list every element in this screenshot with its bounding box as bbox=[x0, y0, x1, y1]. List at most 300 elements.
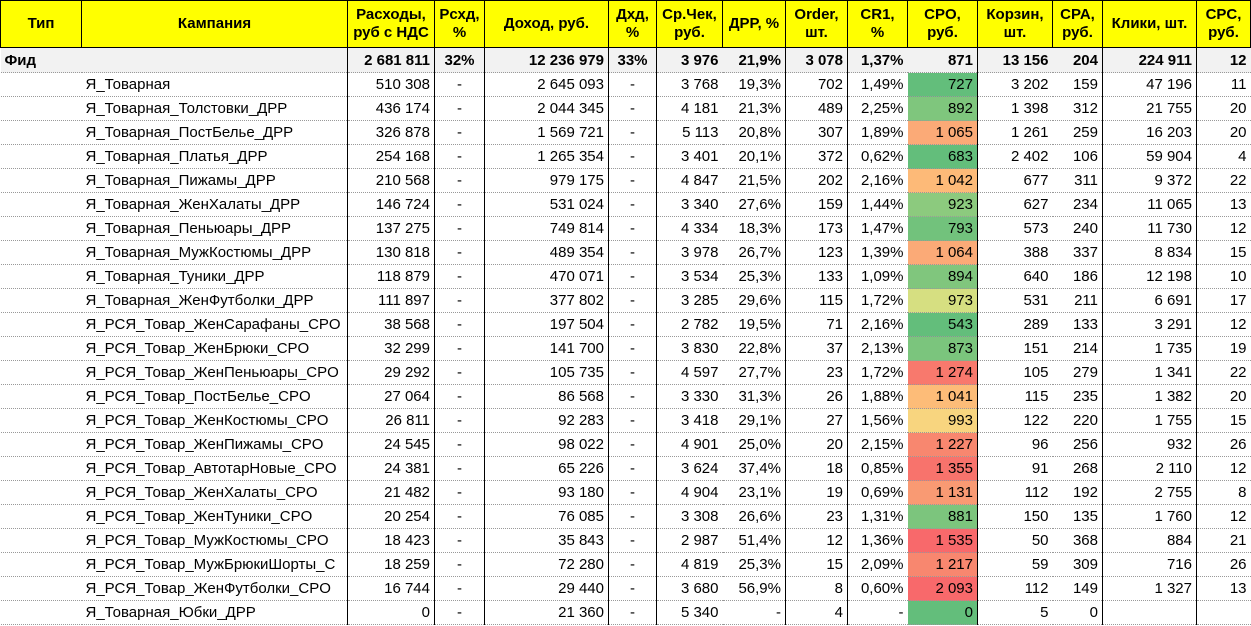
cell-cpc: 12 bbox=[1197, 313, 1251, 337]
cell-type bbox=[1, 481, 82, 505]
cell-revenue: 141 700 bbox=[485, 337, 609, 361]
cell-avg-check: 2 987 bbox=[657, 529, 723, 553]
cell-cr1: 2,15% bbox=[848, 433, 908, 457]
header-cr1[interactable]: CR1, % bbox=[848, 1, 908, 48]
cell-cart: 50 bbox=[978, 529, 1053, 553]
cell-drr: 29,6% bbox=[723, 289, 786, 313]
cell-orders: 20 bbox=[786, 433, 848, 457]
cell-revenue: 749 814 bbox=[485, 217, 609, 241]
cell-campaign: Я_РСЯ_Товар_МужБрюкиШорты_C bbox=[82, 553, 348, 577]
cell-revenue-pct: - bbox=[609, 313, 657, 337]
cell-revenue: 1 569 721 bbox=[485, 121, 609, 145]
cell-drr: 25,3% bbox=[723, 265, 786, 289]
cell-orders: 133 bbox=[786, 265, 848, 289]
cell-orders: 12 bbox=[786, 529, 848, 553]
cell-cpa: 159 bbox=[1053, 73, 1103, 97]
cell-clicks: 9 372 bbox=[1103, 169, 1197, 193]
cell-spend: 24 545 bbox=[348, 433, 435, 457]
cell-campaign: Я_Товарная_ЖенХалаты_ДРР bbox=[82, 193, 348, 217]
total-cr1: 1,37% bbox=[848, 48, 908, 73]
cell-cpa: 133 bbox=[1053, 313, 1103, 337]
cell-campaign: Я_РСЯ_Товар_ЖенФутболки_CPO bbox=[82, 577, 348, 601]
cell-orders: 123 bbox=[786, 241, 848, 265]
cell-cr1: 1,39% bbox=[848, 241, 908, 265]
cell-cpo: 923 bbox=[908, 193, 978, 217]
cell-spend: 137 275 bbox=[348, 217, 435, 241]
cell-spend-pct: - bbox=[435, 313, 485, 337]
cell-drr: 26,7% bbox=[723, 241, 786, 265]
cell-spend-pct: - bbox=[435, 217, 485, 241]
cell-cpo: 793 bbox=[908, 217, 978, 241]
cell-campaign: Я_РСЯ_Товар_ЖенСарафаны_CPO bbox=[82, 313, 348, 337]
total-orders: 3 078 bbox=[786, 48, 848, 73]
cell-campaign: Я_Товарная_Туники_ДРР bbox=[82, 265, 348, 289]
cell-cart: 627 bbox=[978, 193, 1053, 217]
cell-cr1: 1,89% bbox=[848, 121, 908, 145]
cell-cr1: 1,36% bbox=[848, 529, 908, 553]
cell-campaign: Я_РСЯ_Товар_ЖенПеньюары_CPO bbox=[82, 361, 348, 385]
header-revenue[interactable]: Доход, руб. bbox=[485, 1, 609, 48]
cell-cart: 1 261 bbox=[978, 121, 1053, 145]
cell-avg-check: 4 904 bbox=[657, 481, 723, 505]
cell-cart: 531 bbox=[978, 289, 1053, 313]
cell-spend: 16 744 bbox=[348, 577, 435, 601]
cell-cpo: 1 227 bbox=[908, 433, 978, 457]
cell-cpo: 0 bbox=[908, 601, 978, 625]
cell-clicks: 2 110 bbox=[1103, 457, 1197, 481]
cell-avg-check: 5 340 bbox=[657, 601, 723, 625]
cell-clicks: 11 065 bbox=[1103, 193, 1197, 217]
cell-cpo: 881 bbox=[908, 505, 978, 529]
header-spend[interactable]: Расходы, руб с НДС bbox=[348, 1, 435, 48]
cell-spend-pct: - bbox=[435, 553, 485, 577]
cell-clicks: 2 755 bbox=[1103, 481, 1197, 505]
cell-cpo: 1 535 bbox=[908, 529, 978, 553]
cell-revenue-pct: - bbox=[609, 145, 657, 169]
cell-cpo: 1 041 bbox=[908, 385, 978, 409]
header-clicks[interactable]: Клики, шт. bbox=[1103, 1, 1197, 48]
cell-campaign: Я_РСЯ_Товар_АвтотарНовые_CPO bbox=[82, 457, 348, 481]
table-row bbox=[1, 481, 1251, 505]
cell-clicks: 3 291 bbox=[1103, 313, 1197, 337]
cell-avg-check: 3 401 bbox=[657, 145, 723, 169]
cell-revenue: 531 024 bbox=[485, 193, 609, 217]
cell-drr: 27,7% bbox=[723, 361, 786, 385]
cell-orders: 489 bbox=[786, 97, 848, 121]
cell-type bbox=[1, 337, 82, 361]
cell-clicks: 11 730 bbox=[1103, 217, 1197, 241]
table-row bbox=[1, 169, 1251, 193]
cell-cart: 91 bbox=[978, 457, 1053, 481]
cell-cart: 150 bbox=[978, 505, 1053, 529]
total-avg-check: 3 976 bbox=[657, 48, 723, 73]
cell-clicks: 21 755 bbox=[1103, 97, 1197, 121]
cell-revenue: 470 071 bbox=[485, 265, 609, 289]
cell-revenue-pct: - bbox=[609, 97, 657, 121]
table-row bbox=[1, 145, 1251, 169]
cell-spend-pct: - bbox=[435, 433, 485, 457]
cell-type bbox=[1, 313, 82, 337]
cell-cpc: 21 bbox=[1197, 529, 1251, 553]
cell-orders: 23 bbox=[786, 505, 848, 529]
cell-cr1: - bbox=[848, 601, 908, 625]
cell-cpc: 20 bbox=[1197, 385, 1251, 409]
cell-revenue: 93 180 bbox=[485, 481, 609, 505]
cell-drr: 25,0% bbox=[723, 433, 786, 457]
cell-clicks: 1 341 bbox=[1103, 361, 1197, 385]
cell-revenue-pct: - bbox=[609, 361, 657, 385]
cell-cpc: 12 bbox=[1197, 457, 1251, 481]
cell-cpa: 309 bbox=[1053, 553, 1103, 577]
cell-revenue-pct: - bbox=[609, 169, 657, 193]
cell-cr1: 2,13% bbox=[848, 337, 908, 361]
cell-revenue-pct: - bbox=[609, 433, 657, 457]
cell-drr: 51,4% bbox=[723, 529, 786, 553]
cell-cpa: 211 bbox=[1053, 289, 1103, 313]
header-cpa[interactable]: CPA, руб. bbox=[1053, 1, 1103, 48]
table-row bbox=[1, 529, 1251, 553]
cell-avg-check: 3 680 bbox=[657, 577, 723, 601]
header-orders[interactable]: Order, шт. bbox=[786, 1, 848, 48]
total-cpo: 871 bbox=[908, 48, 978, 73]
cell-drr: 29,1% bbox=[723, 409, 786, 433]
cell-cpa: 256 bbox=[1053, 433, 1103, 457]
cell-cpc: 20 bbox=[1197, 97, 1251, 121]
cell-type bbox=[1, 577, 82, 601]
header-type[interactable]: Тип bbox=[1, 1, 82, 48]
cell-orders: 8 bbox=[786, 577, 848, 601]
cell-spend-pct: - bbox=[435, 457, 485, 481]
cell-revenue: 2 645 093 bbox=[485, 73, 609, 97]
cell-spend-pct: - bbox=[435, 601, 485, 625]
cell-orders: 159 bbox=[786, 193, 848, 217]
cell-cpc: 10 bbox=[1197, 265, 1251, 289]
cell-spend: 27 064 bbox=[348, 385, 435, 409]
cell-avg-check: 3 340 bbox=[657, 193, 723, 217]
cell-spend: 326 878 bbox=[348, 121, 435, 145]
cell-cpa: 279 bbox=[1053, 361, 1103, 385]
cell-cpc: 26 bbox=[1197, 553, 1251, 577]
cell-cpo: 873 bbox=[908, 337, 978, 361]
cell-cart: 2 402 bbox=[978, 145, 1053, 169]
cell-cpo: 1 217 bbox=[908, 553, 978, 577]
cell-cr1: 1,88% bbox=[848, 385, 908, 409]
cell-cart: 289 bbox=[978, 313, 1053, 337]
cell-revenue: 92 283 bbox=[485, 409, 609, 433]
cell-clicks: 16 203 bbox=[1103, 121, 1197, 145]
cell-cpa: 149 bbox=[1053, 577, 1103, 601]
table-row bbox=[1, 457, 1251, 481]
cell-cart: 388 bbox=[978, 241, 1053, 265]
cell-campaign: Я_РСЯ_Товар_ЖенПижамы_CPO bbox=[82, 433, 348, 457]
cell-spend: 0 bbox=[348, 601, 435, 625]
cell-cpc: 12 bbox=[1197, 217, 1251, 241]
cell-cpo: 894 bbox=[908, 265, 978, 289]
cell-cpc: 15 bbox=[1197, 241, 1251, 265]
cell-drr: 31,3% bbox=[723, 385, 786, 409]
cell-avg-check: 3 308 bbox=[657, 505, 723, 529]
cell-cpo: 2 093 bbox=[908, 577, 978, 601]
cell-type bbox=[1, 457, 82, 481]
cell-revenue-pct: - bbox=[609, 409, 657, 433]
cell-campaign: Я_Товарная_ЖенФутболки_ДРР bbox=[82, 289, 348, 313]
cell-campaign: Я_РСЯ_Товар_ЖенКостюмы_CPO bbox=[82, 409, 348, 433]
cell-revenue: 1 265 354 bbox=[485, 145, 609, 169]
cell-cr1: 1,49% bbox=[848, 73, 908, 97]
cell-spend: 130 818 bbox=[348, 241, 435, 265]
cell-campaign: Я_Товарная_Толстовки_ДРР bbox=[82, 97, 348, 121]
cell-spend-pct: - bbox=[435, 505, 485, 529]
cell-cpa: 135 bbox=[1053, 505, 1103, 529]
cell-cart: 122 bbox=[978, 409, 1053, 433]
cell-drr: 20,8% bbox=[723, 121, 786, 145]
cell-cpa: 337 bbox=[1053, 241, 1103, 265]
header-avg-check[interactable]: Ср.Чек, руб. bbox=[657, 1, 723, 48]
cell-orders: 18 bbox=[786, 457, 848, 481]
cell-cr1: 1,72% bbox=[848, 361, 908, 385]
cell-cpo: 1 274 bbox=[908, 361, 978, 385]
cell-clicks: 1 755 bbox=[1103, 409, 1197, 433]
cell-cpc: 20 bbox=[1197, 121, 1251, 145]
cell-spend: 254 168 bbox=[348, 145, 435, 169]
cell-revenue: 21 360 bbox=[485, 601, 609, 625]
header-campaign[interactable]: Кампания bbox=[82, 1, 348, 48]
cell-type bbox=[1, 385, 82, 409]
cell-avg-check: 3 978 bbox=[657, 241, 723, 265]
header-cart[interactable]: Корзин, шт. bbox=[978, 1, 1053, 48]
cell-spend-pct: - bbox=[435, 385, 485, 409]
cell-drr: 56,9% bbox=[723, 577, 786, 601]
cell-revenue-pct: - bbox=[609, 265, 657, 289]
cell-cpc: 4 bbox=[1197, 145, 1251, 169]
cell-orders: 115 bbox=[786, 289, 848, 313]
cell-revenue: 65 226 bbox=[485, 457, 609, 481]
cell-clicks: 8 834 bbox=[1103, 241, 1197, 265]
cell-cart: 677 bbox=[978, 169, 1053, 193]
cell-drr: 37,4% bbox=[723, 457, 786, 481]
cell-type bbox=[1, 97, 82, 121]
cell-cpa: 0 bbox=[1053, 601, 1103, 625]
cell-revenue-pct: - bbox=[609, 121, 657, 145]
cell-clicks: 47 196 bbox=[1103, 73, 1197, 97]
cell-drr: 23,1% bbox=[723, 481, 786, 505]
cell-cr1: 1,31% bbox=[848, 505, 908, 529]
cell-cr1: 1,47% bbox=[848, 217, 908, 241]
cell-orders: 372 bbox=[786, 145, 848, 169]
cell-cpa: 311 bbox=[1053, 169, 1103, 193]
cell-avg-check: 3 830 bbox=[657, 337, 723, 361]
cell-clicks: 59 904 bbox=[1103, 145, 1197, 169]
cell-type bbox=[1, 73, 82, 97]
cell-type bbox=[1, 145, 82, 169]
cell-drr: 18,3% bbox=[723, 217, 786, 241]
cell-type bbox=[1, 217, 82, 241]
table-row bbox=[1, 265, 1251, 289]
cell-cr1: 2,25% bbox=[848, 97, 908, 121]
cell-cpo: 1 131 bbox=[908, 481, 978, 505]
cell-avg-check: 4 819 bbox=[657, 553, 723, 577]
cell-cpo: 683 bbox=[908, 145, 978, 169]
table-row bbox=[1, 385, 1251, 409]
table-row bbox=[1, 97, 1251, 121]
table-row bbox=[1, 289, 1251, 313]
table-row bbox=[1, 193, 1251, 217]
cell-cpa: 234 bbox=[1053, 193, 1103, 217]
table-row bbox=[1, 73, 1251, 97]
cell-revenue: 29 440 bbox=[485, 577, 609, 601]
table-row bbox=[1, 337, 1251, 361]
cell-cpo: 1 355 bbox=[908, 457, 978, 481]
cell-drr: 21,5% bbox=[723, 169, 786, 193]
cell-type bbox=[1, 409, 82, 433]
cell-spend-pct: - bbox=[435, 529, 485, 553]
cell-revenue-pct: - bbox=[609, 385, 657, 409]
cell-cpa: 192 bbox=[1053, 481, 1103, 505]
cell-spend-pct: - bbox=[435, 145, 485, 169]
cell-campaign: Я_Товарная_МужКостюмы_ДРР bbox=[82, 241, 348, 265]
total-revenue: 12 236 979 bbox=[485, 48, 609, 73]
total-revenue-pct: 33% bbox=[609, 48, 657, 73]
cell-cart: 151 bbox=[978, 337, 1053, 361]
cell-cpc: 22 bbox=[1197, 361, 1251, 385]
cell-drr: 20,1% bbox=[723, 145, 786, 169]
cell-spend-pct: - bbox=[435, 337, 485, 361]
table-row bbox=[1, 577, 1251, 601]
cell-orders: 702 bbox=[786, 73, 848, 97]
cell-spend: 21 482 bbox=[348, 481, 435, 505]
cell-spend: 26 811 bbox=[348, 409, 435, 433]
cell-avg-check: 4 847 bbox=[657, 169, 723, 193]
cell-drr: 25,3% bbox=[723, 553, 786, 577]
cell-clicks: 932 bbox=[1103, 433, 1197, 457]
cell-orders: 173 bbox=[786, 217, 848, 241]
cell-clicks: 1 327 bbox=[1103, 577, 1197, 601]
header-revenue-pct[interactable]: Дхд, % bbox=[609, 1, 657, 48]
cell-revenue: 2 044 345 bbox=[485, 97, 609, 121]
cell-cr1: 1,09% bbox=[848, 265, 908, 289]
cell-revenue-pct: - bbox=[609, 457, 657, 481]
cell-cpa: 235 bbox=[1053, 385, 1103, 409]
total-campaign bbox=[82, 48, 348, 73]
cell-cpa: 240 bbox=[1053, 217, 1103, 241]
cell-orders: 4 bbox=[786, 601, 848, 625]
cell-clicks bbox=[1103, 601, 1197, 625]
cell-spend: 29 292 bbox=[348, 361, 435, 385]
cell-cpa: 214 bbox=[1053, 337, 1103, 361]
cell-campaign: Я_РСЯ_Товар_МужКостюмы_CPO bbox=[82, 529, 348, 553]
cell-cpc: 13 bbox=[1197, 193, 1251, 217]
cell-revenue-pct: - bbox=[609, 529, 657, 553]
cell-orders: 19 bbox=[786, 481, 848, 505]
cell-cpa: 186 bbox=[1053, 265, 1103, 289]
cell-cpc: 12 bbox=[1197, 505, 1251, 529]
cell-spend: 24 381 bbox=[348, 457, 435, 481]
cell-cpo: 1 065 bbox=[908, 121, 978, 145]
cell-cpo: 1 042 bbox=[908, 169, 978, 193]
cell-campaign: Я_Товарная_Пеньюары_ДРР bbox=[82, 217, 348, 241]
cell-spend: 20 254 bbox=[348, 505, 435, 529]
cell-spend: 18 423 bbox=[348, 529, 435, 553]
cell-spend: 18 259 bbox=[348, 553, 435, 577]
cell-campaign: Я_Товарная_Пижамы_ДРР bbox=[82, 169, 348, 193]
cell-orders: 27 bbox=[786, 409, 848, 433]
header-cpo[interactable]: CPO, руб. bbox=[908, 1, 978, 48]
cell-revenue: 76 085 bbox=[485, 505, 609, 529]
total-clicks: 224 911 bbox=[1103, 48, 1197, 73]
header-row bbox=[1, 1, 1251, 48]
header-spend-pct[interactable]: Рсхд, % bbox=[435, 1, 485, 48]
cell-cart: 640 bbox=[978, 265, 1053, 289]
cell-cart: 112 bbox=[978, 481, 1053, 505]
cell-orders: 37 bbox=[786, 337, 848, 361]
cell-avg-check: 2 782 bbox=[657, 313, 723, 337]
cell-campaign: Я_РСЯ_Товар_ПостБелье_CPO bbox=[82, 385, 348, 409]
cell-type bbox=[1, 289, 82, 313]
cell-cpc: 22 bbox=[1197, 169, 1251, 193]
total-spend-pct: 32% bbox=[435, 48, 485, 73]
cell-campaign: Я_Товарная_Платья_ДРР bbox=[82, 145, 348, 169]
cell-revenue-pct: - bbox=[609, 217, 657, 241]
cell-cr1: 1,56% bbox=[848, 409, 908, 433]
cell-cpo: 727 bbox=[908, 73, 978, 97]
cell-campaign: Я_Товарная bbox=[82, 73, 348, 97]
cell-revenue-pct: - bbox=[609, 505, 657, 529]
cell-avg-check: 3 534 bbox=[657, 265, 723, 289]
cell-revenue-pct: - bbox=[609, 193, 657, 217]
cell-type bbox=[1, 169, 82, 193]
cell-revenue-pct: - bbox=[609, 73, 657, 97]
cell-cart: 96 bbox=[978, 433, 1053, 457]
cell-spend: 210 568 bbox=[348, 169, 435, 193]
cell-cpc: 19 bbox=[1197, 337, 1251, 361]
table-row bbox=[1, 217, 1251, 241]
cell-cart: 115 bbox=[978, 385, 1053, 409]
cell-orders: 71 bbox=[786, 313, 848, 337]
total-type: Фид bbox=[1, 48, 82, 73]
cell-orders: 15 bbox=[786, 553, 848, 577]
header-drr[interactable]: ДРР, % bbox=[723, 1, 786, 48]
table-row bbox=[1, 505, 1251, 529]
cell-cr1: 0,69% bbox=[848, 481, 908, 505]
cell-type bbox=[1, 193, 82, 217]
cell-campaign: Я_РСЯ_Товар_ЖенТуники_CPO bbox=[82, 505, 348, 529]
cell-cpa: 220 bbox=[1053, 409, 1103, 433]
cell-avg-check: 3 330 bbox=[657, 385, 723, 409]
cell-cpa: 268 bbox=[1053, 457, 1103, 481]
cell-spend: 32 299 bbox=[348, 337, 435, 361]
cell-revenue-pct: - bbox=[609, 481, 657, 505]
cell-campaign: Я_РСЯ_Товар_ЖенБрюки_CPO bbox=[82, 337, 348, 361]
cell-spend-pct: - bbox=[435, 193, 485, 217]
cell-avg-check: 5 113 bbox=[657, 121, 723, 145]
table-row bbox=[1, 241, 1251, 265]
cell-cpo: 1 064 bbox=[908, 241, 978, 265]
cell-drr: 19,3% bbox=[723, 73, 786, 97]
table-row bbox=[1, 313, 1251, 337]
cell-spend-pct: - bbox=[435, 73, 485, 97]
total-drr: 21,9% bbox=[723, 48, 786, 73]
cell-cpa: 312 bbox=[1053, 97, 1103, 121]
cell-type bbox=[1, 529, 82, 553]
cell-spend-pct: - bbox=[435, 121, 485, 145]
cell-revenue: 377 802 bbox=[485, 289, 609, 313]
cell-cpc: 17 bbox=[1197, 289, 1251, 313]
cell-revenue: 489 354 bbox=[485, 241, 609, 265]
cell-clicks: 716 bbox=[1103, 553, 1197, 577]
cell-cpc bbox=[1197, 601, 1251, 625]
header-cpc[interactable]: CPC, руб. bbox=[1197, 1, 1251, 48]
cell-revenue: 72 280 bbox=[485, 553, 609, 577]
